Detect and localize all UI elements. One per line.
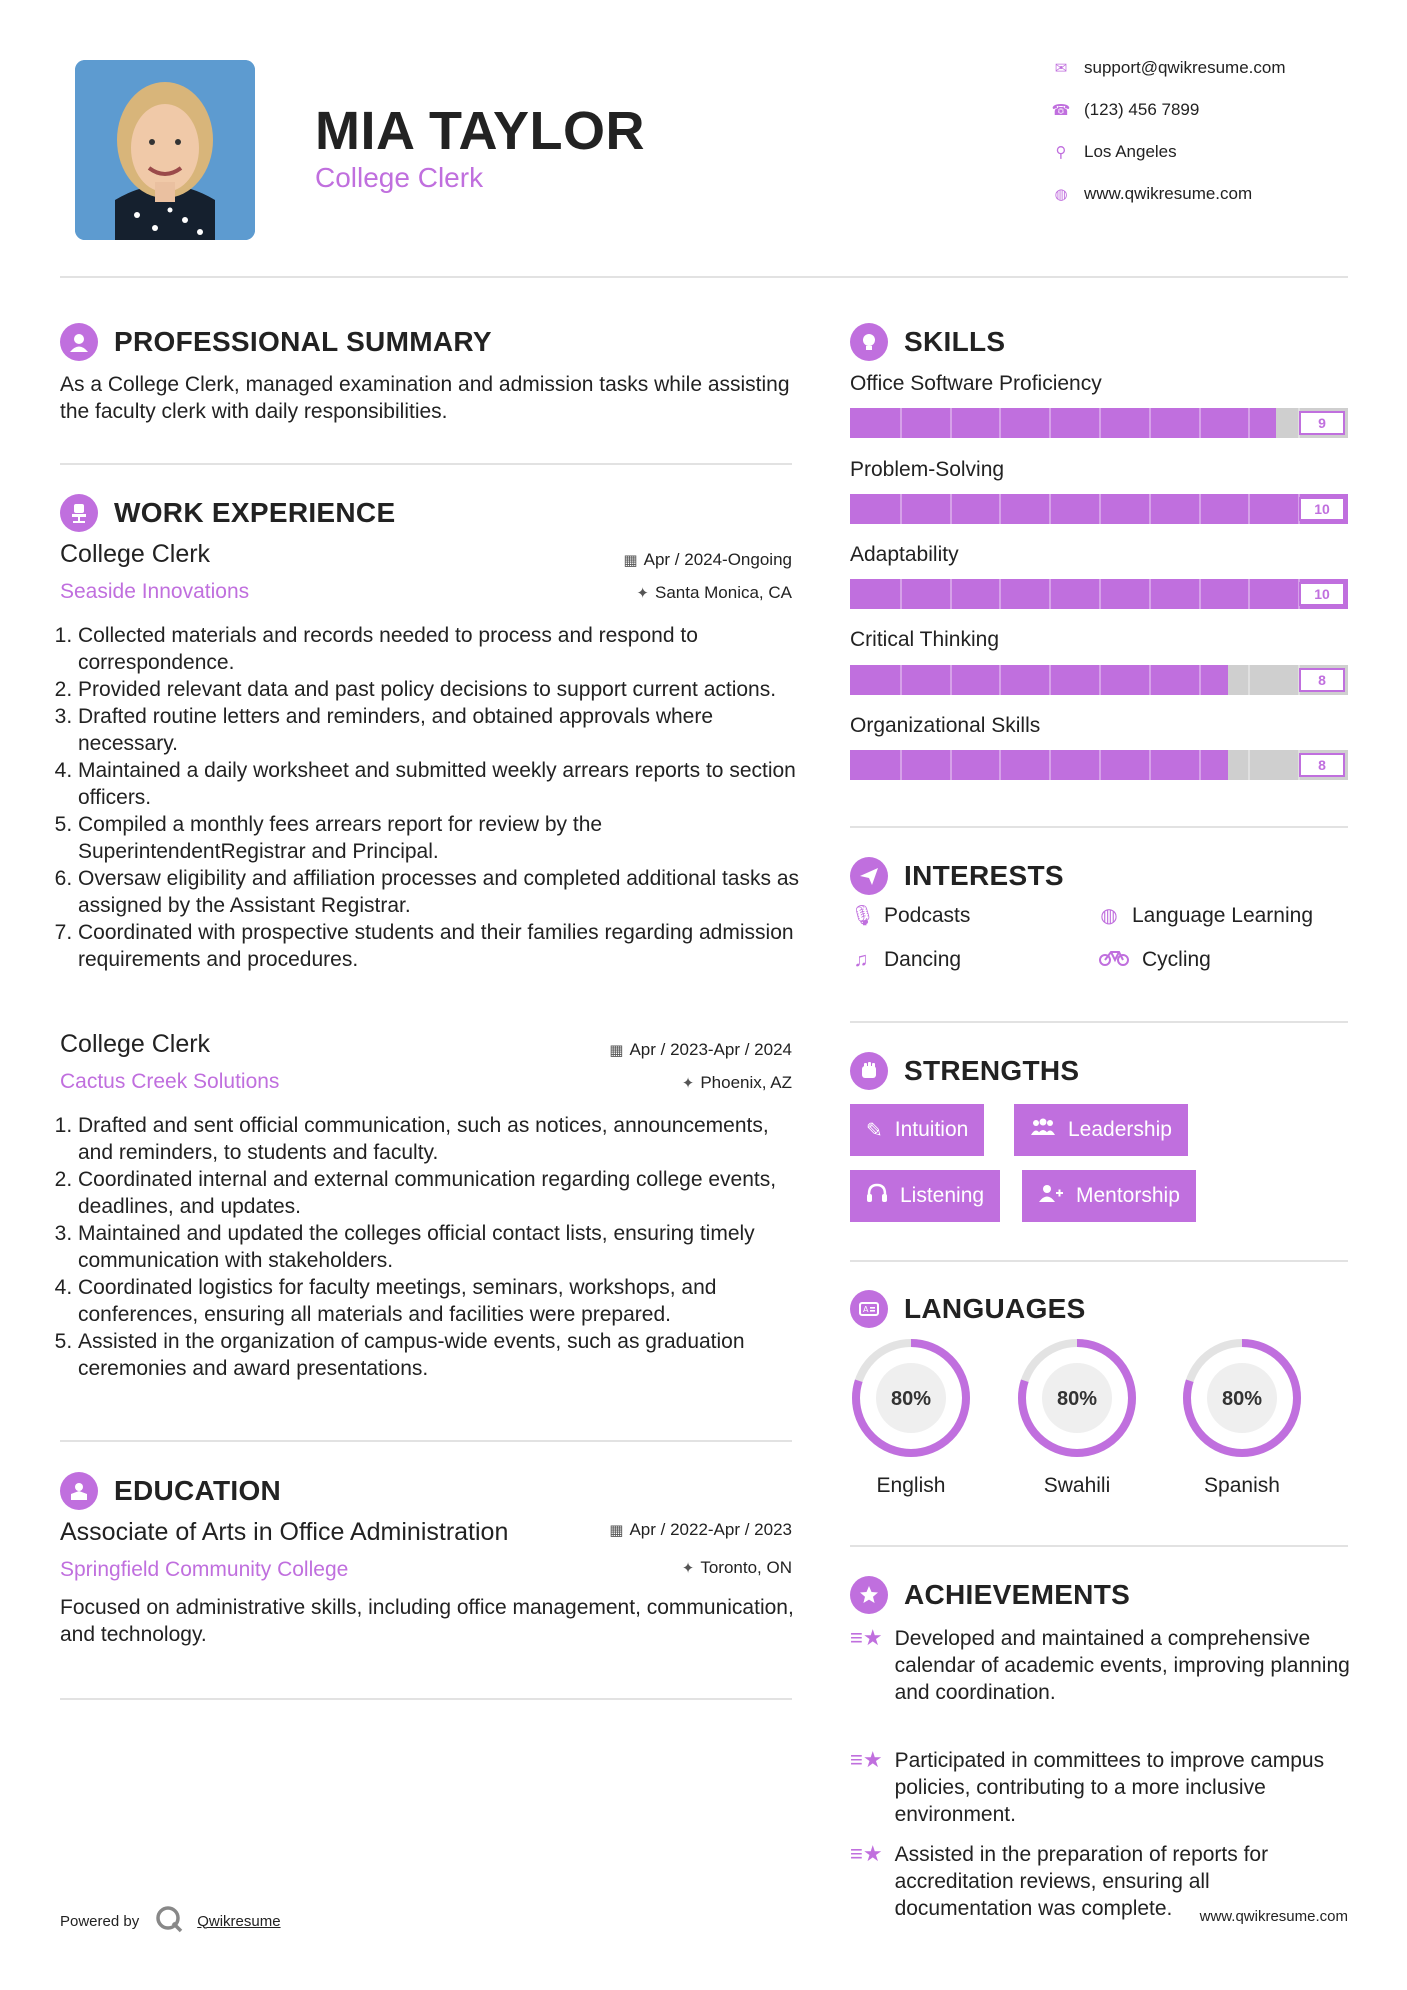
strength-label: Intuition xyxy=(894,1118,969,1141)
work-heading xyxy=(60,494,395,532)
star-badge-icon xyxy=(850,1576,888,1614)
calendar-icon: ▦ xyxy=(623,552,638,569)
contact-email[interactable] xyxy=(1050,58,1286,78)
skill-label: Critical Thinking xyxy=(850,628,999,651)
education-location xyxy=(560,1558,792,1578)
interests-divider xyxy=(850,1021,1348,1023)
interest-cycling xyxy=(1098,948,1211,972)
list-item: 3. Maintained and updated the colleges official contact lists, ensuring timely communication with stakeholders. xyxy=(78,1220,800,1274)
list-item: 4. Coordinated logistics for faculty meetings, seminars, workshops, and conferences, ensuring all materials and facilities were prepared. xyxy=(78,1274,800,1328)
skill-bar-fill xyxy=(850,408,1276,438)
graduation-icon xyxy=(60,1472,98,1510)
skill-bar-segment xyxy=(1099,494,1101,524)
language-percent: 80% xyxy=(1221,1388,1263,1410)
skill-score: 10 xyxy=(1299,582,1345,606)
list-item: 1. Collected materials and records needed to process and respond to correspondence. xyxy=(78,622,800,676)
skill-bar-segment xyxy=(1099,579,1101,609)
pin-icon: ✦ xyxy=(681,1560,695,1577)
achievements-heading xyxy=(850,1576,1130,1614)
interests-heading-text: INTERESTS xyxy=(904,860,1064,891)
language-percent: 80% xyxy=(890,1388,932,1410)
job-2-location xyxy=(560,1073,792,1093)
achievement-text: Developed and maintained a comprehensive calendar of academic events, improving planning and coordination. xyxy=(894,1627,1350,1704)
language-ring-swahili xyxy=(1016,1337,1138,1459)
summary-heading xyxy=(60,323,492,361)
skill-bar-segment xyxy=(950,579,952,609)
header-divider xyxy=(60,276,1348,278)
skill-bar-segment xyxy=(900,494,902,524)
strength-mentorship xyxy=(1022,1170,1196,1222)
work-heading-text: WORK EXPERIENCE xyxy=(114,497,396,528)
user-icon xyxy=(60,323,98,361)
education-dates xyxy=(560,1520,792,1540)
skills-heading-text: SKILLS xyxy=(904,326,1006,357)
skill-score: 8 xyxy=(1299,668,1345,692)
skill-bar-segment xyxy=(1049,494,1051,524)
skill-bar-segment xyxy=(1049,579,1051,609)
users-icon xyxy=(1030,1117,1056,1143)
skill-bar-segment xyxy=(1099,750,1101,780)
strengths-divider xyxy=(850,1260,1348,1262)
education-dates-text: Apr / 2022-Apr / 2023 xyxy=(629,1520,792,1539)
powered-by-text: Powered by xyxy=(60,1912,140,1930)
skill-bar-segment xyxy=(1149,750,1151,780)
lightbulb-icon xyxy=(850,323,888,361)
education-heading-text: EDUCATION xyxy=(114,1475,282,1506)
language-ring-english xyxy=(850,1337,972,1459)
chair-icon xyxy=(60,494,98,532)
list-item: 3. Drafted routine letters and reminders, and obtained approvals where necessary. xyxy=(78,703,800,757)
strengths-heading-text: STRENGTHS xyxy=(904,1055,1080,1086)
skill-label: Adaptability xyxy=(850,543,959,566)
contact-email-text: support@qwikresume.com xyxy=(1084,58,1286,77)
skill-bar-segment xyxy=(1199,408,1201,438)
list-item: 5. Assisted in the organization of campus-wide events, such as graduation ceremonies and award presentations. xyxy=(78,1328,800,1382)
skill-label: Organizational Skills xyxy=(850,714,1041,737)
microphone-icon: 🎙︎ xyxy=(850,905,876,927)
skill-bar xyxy=(850,750,1348,780)
interest-podcasts xyxy=(850,903,970,928)
skill-label: Problem-Solving xyxy=(850,458,1005,481)
education-text: Focused on administrative skills, including office management, communication, and technology. xyxy=(60,1596,794,1646)
job-1-dates xyxy=(560,550,792,570)
skill-bar-segment xyxy=(999,750,1001,780)
language-ring-spanish xyxy=(1181,1337,1303,1459)
language-name: Swahili xyxy=(1043,1474,1111,1497)
job-2-dates xyxy=(560,1040,792,1060)
education-location-text: Toronto, ON xyxy=(700,1558,792,1577)
skill-bar xyxy=(850,665,1348,695)
list-item: 1. Drafted and sent official communication, such as notices, announcements, and reminders, to students and faculty. xyxy=(78,1112,800,1166)
skill-bar xyxy=(850,494,1348,524)
list-item: 4. Maintained a daily worksheet and submitted weekly arrears reports to section officers. xyxy=(78,757,800,811)
skill-bar-segment xyxy=(1248,750,1250,780)
calendar-icon: ▦ xyxy=(609,1042,624,1059)
contact-website-text: www.qwikresume.com xyxy=(1084,184,1253,203)
job-2-dates-text: Apr / 2023-Apr / 2024 xyxy=(629,1040,792,1059)
language-percent: 80% xyxy=(1056,1388,1098,1410)
skill-bar-segment xyxy=(1049,665,1051,695)
strength-label: Mentorship xyxy=(1076,1184,1180,1207)
skill-bar-fill xyxy=(850,750,1228,780)
fist-icon xyxy=(850,1052,888,1090)
profile-photo-image xyxy=(75,60,255,240)
skill-bar-segment xyxy=(999,494,1001,524)
strength-label: Listening xyxy=(900,1184,985,1207)
languages-heading-text: LANGUAGES xyxy=(904,1293,1086,1324)
skill-bar-segment xyxy=(950,494,952,524)
shooting-star-icon: ≡★ xyxy=(850,1841,883,1866)
list-item: 2. Coordinated internal and external communication regarding college events, deadlines, and updates. xyxy=(78,1166,800,1220)
globe-icon: ◍ xyxy=(1054,186,1068,203)
skill-bar xyxy=(850,579,1348,609)
job-2-duties xyxy=(60,1112,800,1382)
work-divider xyxy=(60,1440,792,1442)
skill-bar-segment xyxy=(1199,665,1201,695)
profile-photo xyxy=(75,60,255,240)
contact-phone-text: (123) 456 7899 xyxy=(1084,100,1200,119)
svg-text:A: A xyxy=(863,1305,869,1314)
user-plus-icon xyxy=(1038,1183,1064,1209)
skill-bar-segment xyxy=(1149,408,1151,438)
skill-bar-segment xyxy=(1099,665,1101,695)
magic-wand-icon: ✎ xyxy=(866,1119,883,1142)
location-icon: ⚲ xyxy=(1055,144,1067,161)
achievements-heading-text: ACHIEVEMENTS xyxy=(904,1579,1131,1610)
summary-divider xyxy=(60,463,792,465)
interests-heading xyxy=(850,857,1064,895)
skill-score: 10 xyxy=(1299,497,1345,521)
skill-bar-segment xyxy=(1149,579,1151,609)
job-1-duties xyxy=(60,622,800,973)
shooting-star-icon: ≡★ xyxy=(850,1747,883,1772)
interest-label: Language Learning xyxy=(1132,903,1314,927)
pin-icon: ✦ xyxy=(636,585,649,602)
education-degree: Associate of Arts in Office Administration xyxy=(60,1518,509,1546)
list-item: 7. Coordinated with prospective students and their families regarding admission requirements and procedures. xyxy=(78,919,800,973)
job-2-location-text: Phoenix, AZ xyxy=(700,1073,792,1092)
language-name: English xyxy=(876,1474,946,1497)
qwikresume-link[interactable]: Qwikresume xyxy=(197,1912,281,1930)
contact-phone[interactable] xyxy=(1050,100,1199,120)
summary-heading-text: PROFESSIONAL SUMMARY xyxy=(114,326,492,357)
contact-website[interactable] xyxy=(1050,184,1252,204)
skill-bar-segment xyxy=(900,665,902,695)
skill-bar-segment xyxy=(1248,408,1250,438)
strength-label: Leadership xyxy=(1068,1118,1172,1141)
skill-bar-segment xyxy=(950,665,952,695)
skill-bar-segment xyxy=(1248,494,1250,524)
skill-bar-segment xyxy=(950,750,952,780)
education-school: Springfield Community College xyxy=(60,1558,349,1581)
music-note-icon: ♫ xyxy=(853,948,869,971)
interest-language-learning xyxy=(1098,903,1313,928)
skill-bar-segment xyxy=(1099,408,1101,438)
candidate-name: MIA TAYLOR xyxy=(315,101,646,161)
interest-label: Cycling xyxy=(1142,948,1211,971)
skills-divider xyxy=(850,826,1348,828)
skill-bar-segment xyxy=(1248,579,1250,609)
footer-site[interactable]: www.qwikresume.com xyxy=(1199,1908,1348,1925)
achievement-item xyxy=(850,1625,1350,1706)
education-heading xyxy=(60,1472,281,1510)
mail-icon: ✉ xyxy=(1054,60,1068,77)
list-item: 2. Provided relevant data and past policy decisions to support current actions. xyxy=(78,676,800,703)
skill-bar-segment xyxy=(900,408,902,438)
achievement-text: Assisted in the preparation of reports for accreditation reviews, ensuring all documentation was complete. xyxy=(894,1843,1269,1920)
job-1-company: Seaside Innovations xyxy=(60,580,250,603)
globe-icon: ◍ xyxy=(1100,905,1118,927)
summary-text: As a College Clerk, managed examination and admission tasks while assisting the faculty clerk with daily responsibilities. xyxy=(60,373,790,423)
skill-bar-segment xyxy=(900,579,902,609)
skill-bar-segment xyxy=(1049,408,1051,438)
footer-powered-by xyxy=(60,1905,281,1937)
strength-intuition xyxy=(850,1104,984,1156)
achievement-item xyxy=(850,1747,1350,1828)
skill-bar-segment xyxy=(1199,494,1201,524)
skill-bar-segment xyxy=(1199,579,1201,609)
skill-bar-fill xyxy=(850,665,1228,695)
candidate-title: College Clerk xyxy=(315,162,484,193)
job-1-title: College Clerk xyxy=(60,540,211,568)
qwikresume-logo-icon xyxy=(155,1905,183,1937)
contact-location xyxy=(1050,142,1177,162)
interest-label: Podcasts xyxy=(884,903,971,927)
strength-listening xyxy=(850,1170,1000,1222)
bicycle-icon xyxy=(1098,948,1130,972)
skill-bar-segment xyxy=(950,408,952,438)
interest-label: Dancing xyxy=(884,948,962,971)
skill-bar-segment xyxy=(1149,665,1151,695)
skill-bar-segment xyxy=(1149,494,1151,524)
paper-plane-icon xyxy=(850,857,888,895)
shooting-star-icon: ≡★ xyxy=(850,1625,883,1650)
job-2-title: College Clerk xyxy=(60,1030,211,1058)
skill-label: Office Software Proficiency xyxy=(850,372,1102,395)
headphones-icon xyxy=(866,1183,888,1209)
pin-icon: ✦ xyxy=(681,1075,695,1092)
achievement-text: Participated in committees to improve campus policies, contributing to a more inclusive environment. xyxy=(894,1749,1325,1826)
skill-bar-segment xyxy=(1248,665,1250,695)
skills-heading xyxy=(850,323,1005,361)
strength-leadership xyxy=(1014,1104,1188,1156)
job-2-company: Cactus Creek Solutions xyxy=(60,1070,280,1093)
contact-location-text: Los Angeles xyxy=(1084,142,1177,161)
phone-icon: ☎ xyxy=(1051,102,1071,119)
list-item: 5. Compiled a monthly fees arrears report for review by the SuperintendentRegistrar and Principal. xyxy=(78,811,800,865)
skill-score: 8 xyxy=(1299,753,1345,777)
interest-dancing xyxy=(850,948,961,972)
list-item: 6. Oversaw eligibility and affiliation processes and completed additional tasks as assigned by the Assistant Registrar. xyxy=(78,865,800,919)
languages-divider xyxy=(850,1545,1348,1547)
skill-bar-segment xyxy=(1049,750,1051,780)
calendar-icon: ▦ xyxy=(609,1522,624,1539)
language-icon xyxy=(850,1290,888,1328)
skill-bar-segment xyxy=(999,579,1001,609)
skill-score: 9 xyxy=(1299,411,1345,435)
skill-bar-segment xyxy=(999,665,1001,695)
languages-heading xyxy=(850,1290,1086,1328)
strengths-heading xyxy=(850,1052,1079,1090)
skill-bar-segment xyxy=(1199,750,1201,780)
job-1-location-text: Santa Monica, CA xyxy=(654,583,792,602)
education-divider xyxy=(60,1698,792,1700)
skill-bar-segment xyxy=(999,408,1001,438)
language-name: Spanish xyxy=(1204,1474,1280,1497)
job-1-dates-text: Apr / 2024-Ongoing xyxy=(643,550,792,569)
job-1-location xyxy=(560,583,792,603)
skill-bar xyxy=(850,408,1348,438)
skill-bar-segment xyxy=(900,750,902,780)
